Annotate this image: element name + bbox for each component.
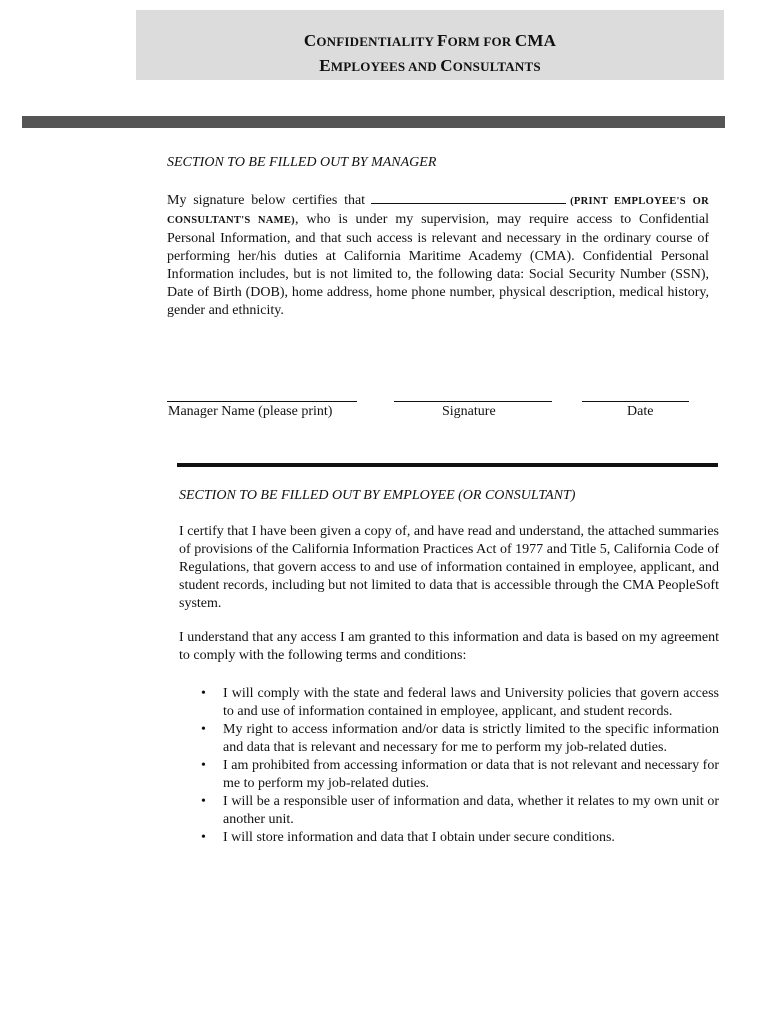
signature-label: Signature bbox=[442, 404, 496, 419]
manager-name-line[interactable] bbox=[167, 401, 357, 402]
list-item: • I will be a responsible user of information and data, whether it relates to my own unit or another unit. bbox=[201, 794, 719, 827]
list-item: • My right to access information and/or data is strictly limited to the specific information and data that is relevant and necessary for me to perform my job-related duties. bbox=[201, 722, 719, 755]
employee-agreement-paragraph: I understand that any access I am granted to this information and data is based on my agreement to comply with the following terms and conditions: bbox=[179, 630, 719, 663]
bullet-icon: • bbox=[201, 830, 206, 845]
employee-certification-paragraph: I certify that I have been given a copy of, and have read and understand, the attached summaries of provisions of the California Information Practices Act of 1977 and Title 5, California Code of Regulations, that govern access to and use of information contained in employee, applicant, and student records, including but not limited to data that is accessible through the CMA PeopleSoft system. bbox=[179, 524, 719, 611]
manager-certification-paragraph: My signature below certifies that (PRINT EMPLOYEE'S OR CONSULTANT'S NAME), who is under my supervision, may require access to Confidential Personal Information, and that such access is relevant and necessary in the ordinary course of performing her/his duties at California Maritime Academy (CMA). Confidential Personal Information includes, but is not limited to, the following data: Social Security Number (SSN), Date of Birth (DOB), home address, home phone number, physical description, medical history, gender and ethnicity. bbox=[167, 193, 710, 318]
manager-name-label: Manager Name (please print) bbox=[168, 404, 333, 419]
terms-list bbox=[179, 685, 719, 847]
list-item: • I will store information and data that I obtain under secure conditions. bbox=[201, 830, 615, 845]
list-item: • I am prohibited from accessing information or data that is not relevant and necessary for me to perform my job-related duties. bbox=[201, 758, 719, 791]
bullet-icon: • bbox=[201, 794, 206, 809]
employee-section-heading: SECTION TO BE FILLED OUT BY EMPLOYEE (OR CONSULTANT) bbox=[179, 488, 576, 503]
form-title-line-1: CONFIDENTIALITY FORM FOR CMA bbox=[303, 31, 557, 50]
employee-name-field[interactable] bbox=[371, 191, 566, 204]
date-label: Date bbox=[627, 404, 654, 419]
form-title-line-2: EMPLOYEES AND CONSULTANTS bbox=[319, 56, 541, 75]
manager-signature-line[interactable] bbox=[394, 401, 552, 402]
header-divider bbox=[22, 116, 725, 128]
form-title-banner bbox=[136, 10, 724, 80]
list-item: • I will comply with the state and federal laws and University policies that govern access to and use of information contained in employee, applicant, and student records. bbox=[201, 686, 719, 719]
bullet-icon: • bbox=[201, 758, 206, 773]
manager-date-line[interactable] bbox=[582, 401, 689, 402]
bullet-icon: • bbox=[201, 686, 206, 701]
bullet-icon: • bbox=[201, 722, 206, 737]
manager-section-heading: SECTION TO BE FILLED OUT BY MANAGER bbox=[167, 155, 437, 170]
section-divider bbox=[177, 463, 718, 467]
